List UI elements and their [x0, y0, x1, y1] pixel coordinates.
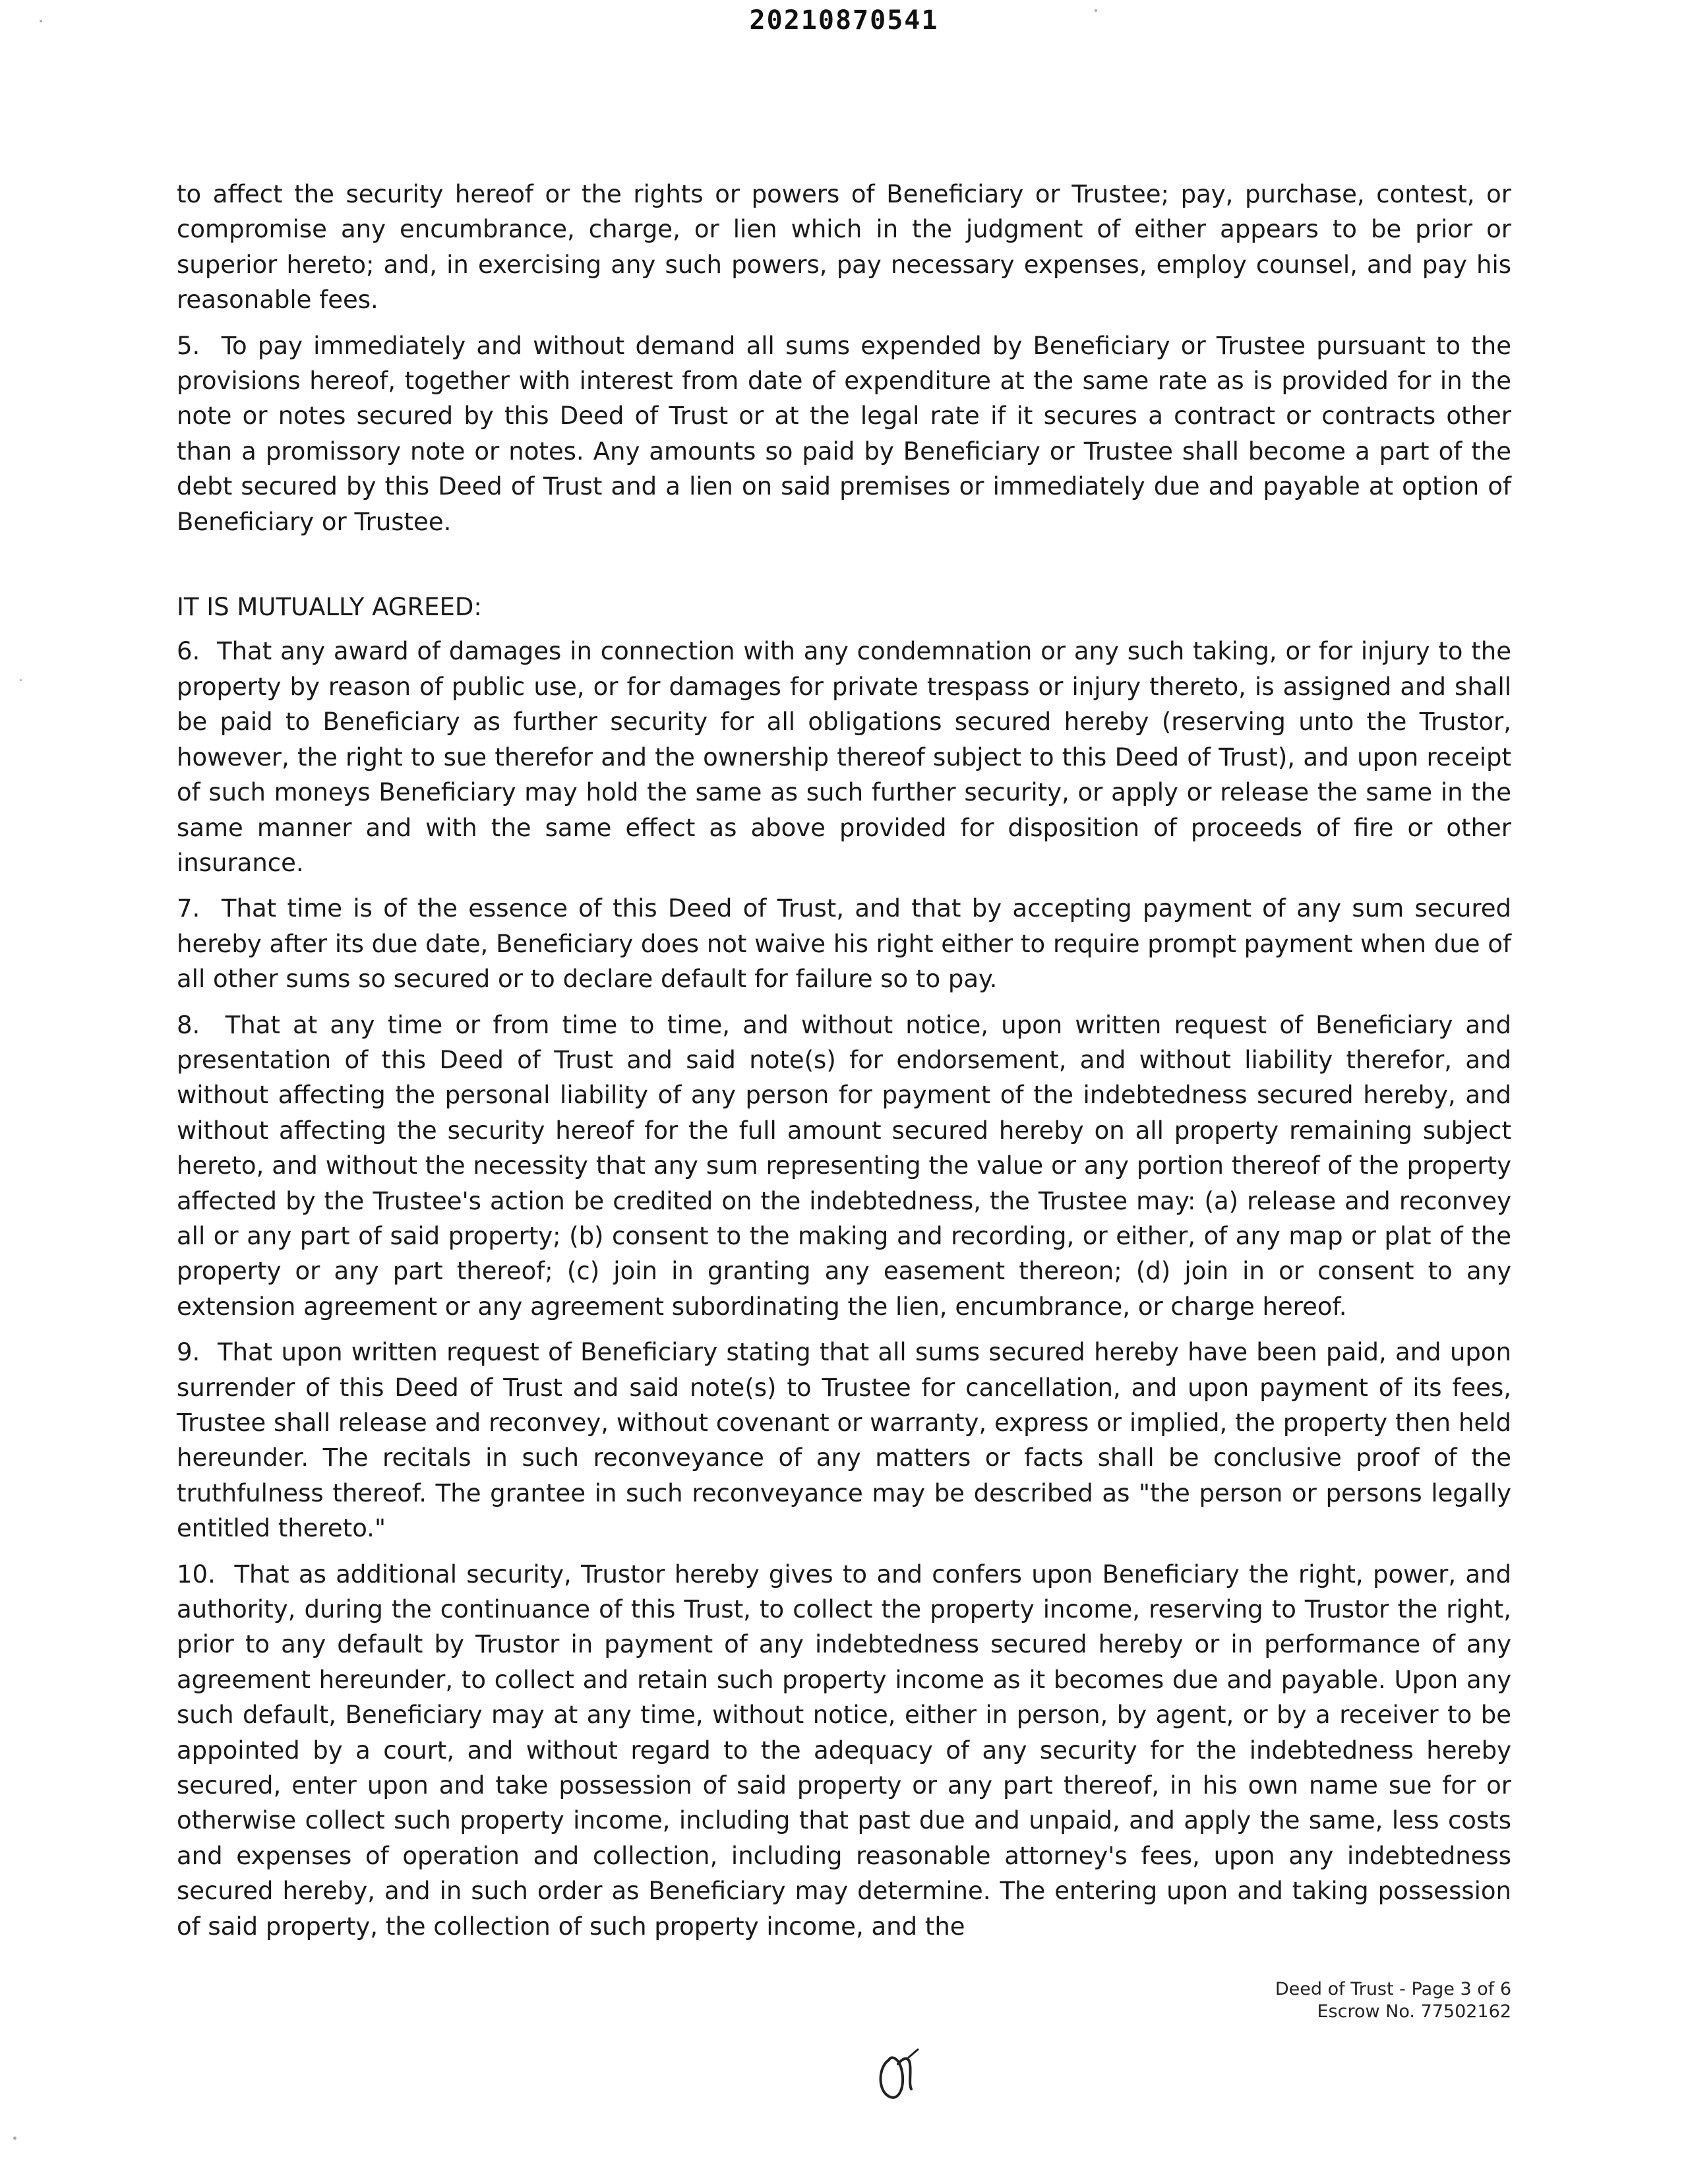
scan-speck: [40, 20, 42, 22]
page-footer: [1275, 1978, 1511, 2023]
paragraph-10-text: That as additional security, Trustor hereby gives to and confers upon Beneficiary the right, power, and authority, during the continuance of this Trust, to collect the property income, reserving to Trustor the right, prior to any default by Trustor in payment of any indebtedness secured hereby or in performance of any agreement hereunder, to collect and retain such property income as it becomes due and payable. Upon any such default, Beneficiary may at any time, without notice, either in person, by agent, or by a receiver to be appointed by a court, and without regard to the adequacy of any security for the indebtedness hereby secured, enter upon and take possession of said property or any part thereof, in his own name sue for or otherwise collect such property income, including that past due and unpaid, and apply the same, less costs and expenses of operation and collection, including reasonable attorney's fees, upon any indebtedness secured hereby, and in such order as Beneficiary may determine. The entering upon and taking possession of said property, the collection of such property income, and the: [177, 1560, 1511, 1941]
paragraph-7-number: 7.: [177, 894, 200, 923]
paragraph-7-text: That time is of the essence of this Deed of Trust, and that by accepting payment of any sum secured hereby after its due date, Beneficiary does not waive his right either to require prompt payment when due of all other sums so secured or to declare default for failure so to pay.: [177, 894, 1511, 994]
paragraph-10-number: 10.: [177, 1560, 216, 1589]
handwritten-initials-icon: [869, 2040, 928, 2106]
paragraph-8-text: That at any time or from time to time, and without notice, upon written request of Beneficiary and presentation of this Deed of Trust and said note(s) for endorsement, and without liability therefor, and without affecting the personal liability of any person for payment of the indebtedness secured hereby, and without affecting the security hereof for the full amount secured hereby on all property remaining subject hereto, and without the necessity that any sum representing the value or any portion thereof of the property affected by the Trustee's action be credited on the indebtedness, the Trustee may: (a) release and reconvey all or any part of said property; (b) consent to the making and recording, or either, of any map or plat of the property or any part thereof; (c) join in granting any easement thereon; (d) join in or consent to any extension agreement or any agreement subordinating the lien, encumbrance, or charge hereof.: [177, 1010, 1511, 1321]
paragraph-8: [177, 1008, 1511, 1325]
paragraph-6-text: That any award of damages in connection with any condemnation or any such taking, or for injury to the property by reason of public use, or for damages for private trespass or injury thereto, is assigned and shall be paid to Beneficiary as further security for all obligations secured hereby (reserving unto the Trustor, however, the right to sue therefor and the ownership thereof subject to this Deed of Trust), and upon receipt of such moneys Beneficiary may hold the same as such further security, or apply or release the same in the same manner and with the same effect as above provided for disposition of proceeds of fire or other insurance.: [177, 637, 1512, 877]
scan-speck: [20, 679, 22, 681]
scan-speck: [1095, 9, 1097, 12]
paragraph-6: [177, 634, 1511, 880]
document-number: 20210870541: [749, 5, 939, 36]
scan-speck: [13, 2137, 16, 2140]
paragraph-5-number: 5.: [177, 331, 200, 360]
escrow-number: Escrow No. 77502162: [1317, 2001, 1511, 2022]
paragraph-7: [177, 891, 1511, 996]
paragraph-6-number: 6.: [177, 637, 200, 666]
paragraph-10: [177, 1557, 1511, 1944]
paragraph-8-number: 8.: [177, 1010, 200, 1039]
document-body: [177, 177, 1511, 1955]
paragraph-9-text: That upon written request of Beneficiary stating that all sums secured hereby have been paid, and upon surrender of this Deed of Trust and said note(s) to Trustee for cancellation, and upon payment of its fees, Trustee shall release and reconvey, without covenant or warranty, express or implied, the property then held hereunder. The recitals in such reconveyance of any matters or facts shall be conclusive proof of the truthfulness thereof. The grantee in such reconveyance may be described as "the person or persons legally entitled thereto.": [177, 1338, 1511, 1543]
section-heading: IT IS MUTUALLY AGREED:: [177, 593, 482, 622]
paragraph-5: [177, 328, 1511, 539]
paragraph-5-text: To pay immediately and without demand all sums expended by Beneficiary or Trustee pursuant to the provisions hereof, together with interest from date of expenditure at the same rate as is provided for in the note or notes secured by this Deed of Trust or at the legal rate if it secures a contract or contracts other than a promissory note or notes. Any amounts so paid by Beneficiary or Trustee shall become a part of the debt secured by this Deed of Trust and a lien on said premises or immediately due and payable at option of Beneficiary or Trustee.: [177, 331, 1511, 536]
paragraph-9-number: 9.: [177, 1338, 200, 1367]
paragraph-continuation: to affect the security hereof or the rights or powers of Beneficiary or Trustee; pay, purchase, contest, or compromise any encumbrance, charge, or lien which in the judgment of either appears to be prior or superior hereto; and, in exercising any such powers, pay necessary expenses, employ counsel, and pay his reasonable fees.: [177, 180, 1511, 315]
paragraph-9: [177, 1335, 1511, 1546]
page-label: Deed of Trust - Page 3 of 6: [1275, 1979, 1511, 1999]
